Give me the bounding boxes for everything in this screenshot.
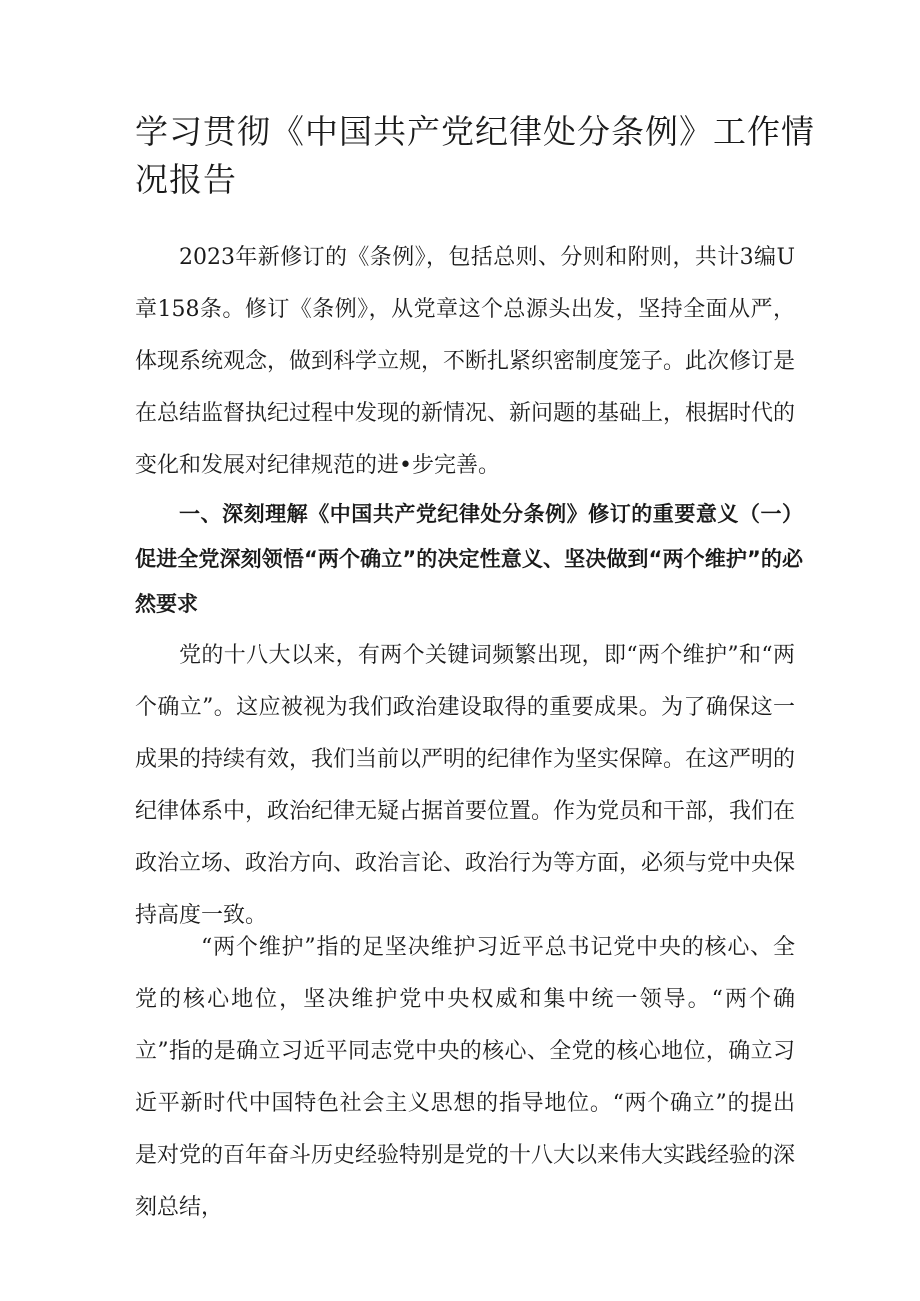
section-heading: 一、深刻理解《中国共产党纪律处分条例》修订的重要意义（一）促进全党深刻领悟“两个确立”的决定性意义、坚决做到“两个维护”的必然要求 — [135, 502, 803, 616]
section-paragraph-2: “两个维护”指的足坚决维护习近平总书记党中央的核心、全党的核心地位，坚决维护党中央权威和集中统一领导。“两个确立”指的是确立习近平同志党中央的核心、全党的核心地位，确立习近平新时代中国特色社会主义思想的指导地位。“两个确立”的提出是对党的百年奋斗历史经验特别是党的十八大以来伟大实践经验的深刻总结， — [135, 935, 796, 1220]
section-paragraph-1: 党的十八大以来，有两个关键词频繁出现，即“两个维护”和“两个确立”。这应被视为我们政治建设取得的重要成果。为了确保这一成果的持续有效，我们当前以严明的纪律作为坚实保障。在这严明的纪律体系中，政治纪律无疑占据首要位置。作为党员和干部，我们在政治立场、政治方向、政治言论、政治行为等方面，必须与党中央保持高度一致。 — [135, 643, 796, 928]
intro-paragraph: 2023年新修订的《条例》，包括总则、分则和附则，共计3编U章158条。修订《条例》，从党章这个总源头出发，坚持全面从严，体现系统观念，做到科学立规，不断扎紧织密制度笼子。此次修订是在总结监督执纪过程中发现的新情况、新问题的基础上，根据时代的变化和发展对纪律规范的进•步完善。 — [135, 245, 796, 478]
document-title: 学习贯彻《中国共产党纪律处分条例》工作情况报告 — [135, 112, 815, 199]
